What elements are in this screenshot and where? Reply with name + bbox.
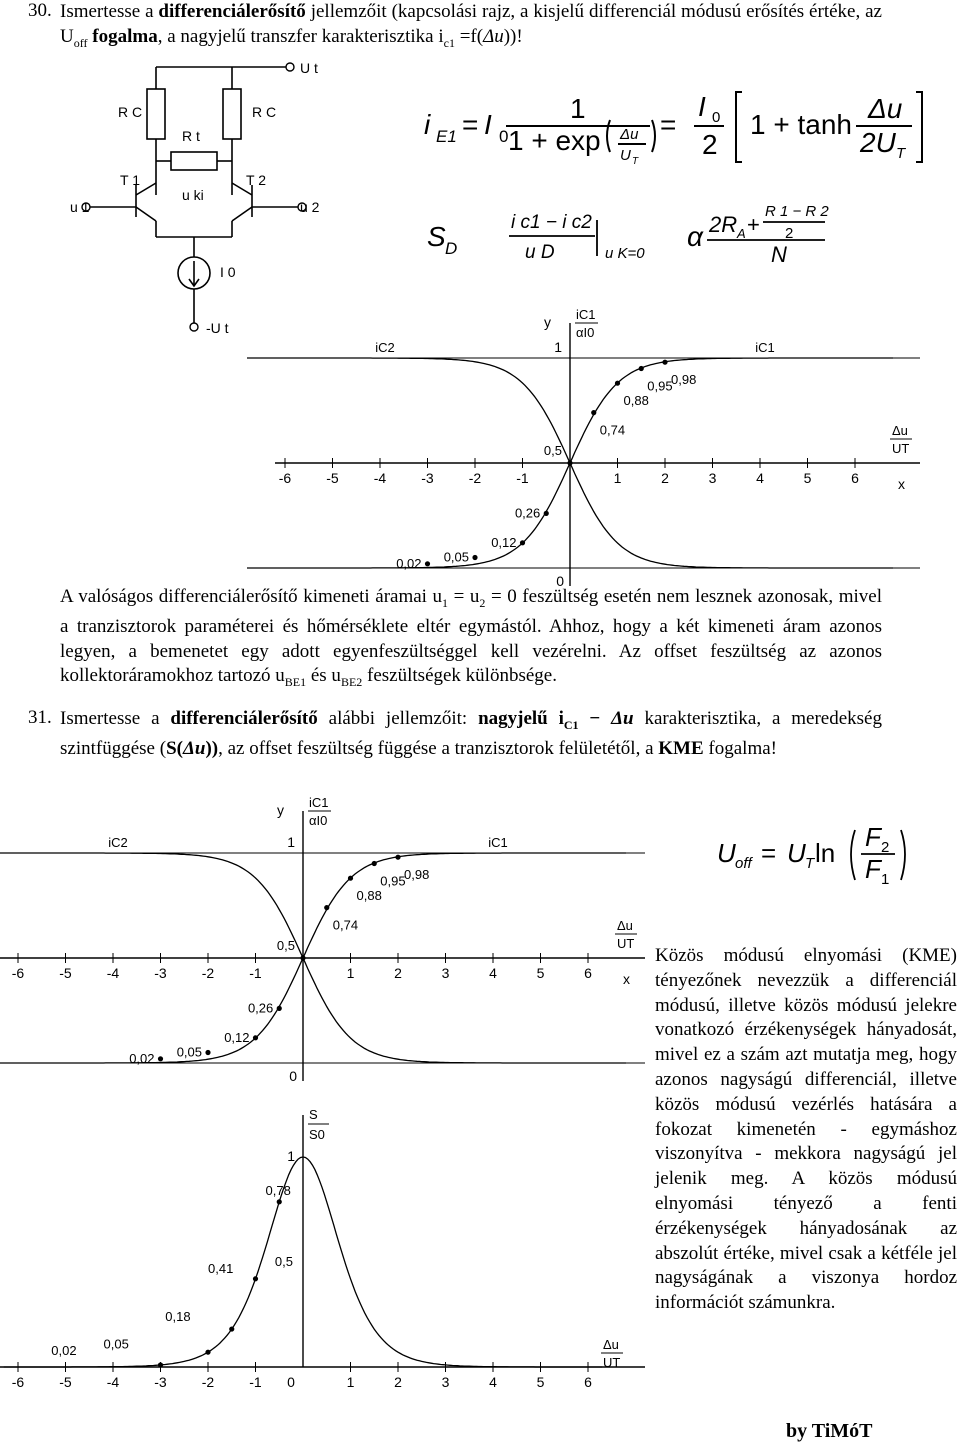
du-frac-num: Δu <box>892 423 908 438</box>
data-label: 0,12 <box>491 534 517 550</box>
data-label: 0,05 <box>443 549 469 565</box>
x-tick-label: 5 <box>536 1374 545 1390</box>
x-tick-label: -1 <box>249 965 262 981</box>
x-tick-label: 3 <box>708 470 717 486</box>
uoff-sub: off <box>735 855 752 872</box>
data-label: 0,95 <box>380 873 406 889</box>
x-tick-label: -3 <box>154 1374 167 1390</box>
data-point <box>158 1056 163 1061</box>
data-point <box>277 1006 282 1011</box>
data-point <box>591 410 596 415</box>
x-tick-label: 5 <box>803 470 812 486</box>
sd-symbol: S <box>427 221 446 252</box>
y-frac-num: iC1 <box>309 795 329 810</box>
du-frac-den: UT <box>892 441 910 456</box>
x-label: x <box>623 971 630 987</box>
sd-sub: D <box>445 239 458 258</box>
eq-1: = <box>462 109 479 140</box>
x-tick-label: 4 <box>489 965 497 981</box>
differential-amplifier-circuit <box>70 55 330 345</box>
x-tick-label: -4 <box>106 965 120 981</box>
u2-label: u 2 <box>300 199 320 215</box>
mid-text-c: = 0 feszültség esetén nem lesznek azonosak, mivel a tranzisztorok paraméterei és hőmérséklete eltér egymástól. Ahhoz, hogy a két kimeneti áram azonos legyen, a bemenetet egy adott egyenfeszültséggel kell vezérelni. Az offset feszültség az azonos kollektoráramokhoz tartozó u <box>60 586 882 687</box>
ic1-series-label: iC1 <box>755 340 775 355</box>
x-tick-label: 4 <box>756 470 764 486</box>
data-label: 0,88 <box>623 393 649 409</box>
one-label: 1 <box>287 1148 295 1164</box>
data-point <box>300 955 305 960</box>
sd-condition: u K=0 <box>605 245 645 262</box>
zero-label: 0 <box>287 1374 295 1390</box>
uki-label: u ki <box>182 187 204 203</box>
tanh-text: 1 + tanh <box>750 109 852 140</box>
ie1-symbol: i <box>424 109 431 140</box>
x-label: x <box>898 476 905 492</box>
x-tick-label: 2 <box>661 470 669 486</box>
data-point <box>662 360 667 365</box>
s-den: S0 <box>309 1127 325 1142</box>
uoff-symbol: U <box>717 838 736 868</box>
q30-sub-c1: c1 <box>443 35 455 50</box>
q30-fogalma: fogalma <box>87 25 158 47</box>
x-tick-label: 6 <box>851 470 859 486</box>
q30-text-a: Ismertesse a <box>60 1 159 22</box>
x-tick-label: -6 <box>278 470 292 486</box>
question-30-text <box>60 0 882 55</box>
du-num: Δu <box>868 93 903 124</box>
slope-chart <box>0 1105 645 1405</box>
i0-sub: 0 <box>499 127 509 146</box>
ln-text: ln <box>815 838 836 868</box>
q31-du2: Δu <box>182 738 206 760</box>
mid-sub-1: 1 <box>442 595 449 610</box>
one-label: 1 <box>287 834 295 850</box>
q31-b: alábbi jellemzőit: <box>317 708 479 729</box>
r1-r2: R 1 − R 2 <box>765 203 829 220</box>
uoff-ut: U <box>787 838 806 868</box>
x-tick-label: -6 <box>11 965 25 981</box>
eq-2: = <box>660 109 677 140</box>
data-point <box>567 460 572 465</box>
kme-definition: Közös módusú elnyomási (KME) tényezőnek nevezzük a differenciál módusú, illetve közös módusú jelekre vonatkozó érzékenységek hányadosát, mivel ez a szám azt mutatja meg, hogy azonos nagyságú differenciál, illetve közös módusú vezérlés hatására a fokozat kimenetén - egymáshoz viszonyítva - mekkora nagyságú jel jelenik meg. A közös módusú elnyomási tényező a fenti érzékenységek hányadosának az abszolút értéke, mivel csak a kétféle jel nagyságának a viszonya hordoz információt számunkra. <box>655 945 957 1314</box>
y-label: y <box>544 314 551 330</box>
two-ut: 2U <box>860 127 896 158</box>
ut-label: U t <box>300 60 318 76</box>
formula-uoff <box>715 822 930 888</box>
mid-sub-2: 2 <box>479 595 486 610</box>
y-label: y <box>277 802 284 818</box>
du-num: Δu <box>603 1337 619 1352</box>
data-label: 0,41 <box>208 1260 234 1276</box>
ie1-sub: E1 <box>436 127 457 146</box>
rt-label: R t <box>182 128 200 144</box>
data-label: 0,12 <box>224 1029 250 1045</box>
x-tick-label: -6 <box>11 1374 25 1390</box>
mid-text-e: feszültségek különbsége. <box>362 665 557 687</box>
ic1-series-label: iC1 <box>488 835 508 850</box>
data-label: 0,5 <box>274 1254 293 1269</box>
ut-small-sub: T <box>632 156 639 167</box>
offset-explanation-paragraph <box>60 585 882 695</box>
q31-du: Δu <box>611 708 634 729</box>
data-point <box>229 1326 234 1331</box>
data-point <box>395 855 400 860</box>
x-tick-label: 4 <box>489 1374 497 1390</box>
data-point <box>277 1199 282 1204</box>
data-point <box>425 561 430 566</box>
x-tick-label: 3 <box>441 965 450 981</box>
y-frac-den: αI0 <box>576 325 595 340</box>
data-label: 0,26 <box>514 505 541 521</box>
plus-sign: + <box>747 212 760 237</box>
t2-label: T 2 <box>246 172 266 188</box>
q31-a: Ismertesse a <box>60 708 171 729</box>
data-label: 0,98 <box>404 867 430 883</box>
i0-num-sub: 0 <box>712 109 721 126</box>
data-label: 0,74 <box>332 917 359 933</box>
half-den: 2 <box>702 129 718 160</box>
exp-denominator: 1 + exp <box>508 125 601 156</box>
du-frac-num: Δu <box>617 918 633 933</box>
x-tick-label: -5 <box>59 965 72 981</box>
data-point <box>324 905 329 910</box>
sd-denominator: u D <box>525 242 555 263</box>
data-point <box>639 366 644 371</box>
q31-minus: − <box>578 708 612 729</box>
ut-neg-label: -U t <box>206 320 229 336</box>
transfer-characteristic-chart-1 <box>275 305 920 589</box>
data-point <box>253 1276 258 1281</box>
f2-sub: 2 <box>881 839 890 856</box>
ra-sub: A <box>737 226 746 241</box>
q31-large-signal: nagyjelű i <box>478 708 564 729</box>
i0-num: I <box>698 91 706 122</box>
two-den: 2 <box>785 225 794 242</box>
x-tick-label: 1 <box>613 470 622 486</box>
data-point <box>544 511 549 516</box>
x-tick-label: -4 <box>373 470 387 486</box>
n-symbol: N <box>771 242 787 267</box>
ic2-series-label: iC2 <box>375 340 395 355</box>
question-31-text <box>60 707 882 762</box>
data-point <box>158 1362 163 1367</box>
i0-symbol: I <box>484 109 492 140</box>
two-ra: 2R <box>709 212 738 237</box>
ic2-series-label: iC2 <box>108 835 128 850</box>
x-tick-label: -2 <box>201 1374 215 1390</box>
x-tick-label: 2 <box>394 1374 402 1390</box>
data-label: 0,26 <box>247 1000 274 1016</box>
data-point <box>615 381 620 386</box>
x-tick-label: -1 <box>249 1374 262 1390</box>
mid-text-a: A valóságos differenciálerősítő kimeneti áramai u <box>60 586 443 607</box>
mid-text-d: és u <box>306 665 341 687</box>
one-label: 1 <box>554 339 562 355</box>
du-den: UT <box>603 1355 621 1370</box>
q30-text-b: jellemzőit (kapcsolási rajz, a kisjelű differenciál módusú erősítés értéke, az U <box>60 1 882 47</box>
q31-kme: KME <box>658 738 704 760</box>
q30-sub-off: off <box>73 35 88 50</box>
rc-right-label: R C <box>252 104 277 120</box>
data-label: 0,88 <box>356 888 382 904</box>
one-numerator: 1 <box>570 93 586 124</box>
x-tick-label: 1 <box>346 965 355 981</box>
data-label: 0,5 <box>543 443 562 458</box>
question-30-number: 30. <box>28 0 52 21</box>
alpha-symbol: α <box>687 221 703 252</box>
x-tick-label: 1 <box>346 1374 355 1390</box>
formula-ie1 <box>420 88 930 168</box>
y-frac-den: αI0 <box>309 813 328 828</box>
data-point <box>253 1035 258 1040</box>
q30-text-c: , a nagyjelű transzfer karakterisztika i <box>157 25 444 47</box>
two-ut-sub: T <box>896 145 906 162</box>
f1-symbol: F <box>865 854 881 884</box>
question-31-number: 31. <box>28 707 52 728</box>
data-point <box>520 540 525 545</box>
data-label: 0,95 <box>647 378 673 394</box>
x-tick-label: -4 <box>106 1374 120 1390</box>
data-point <box>472 555 477 560</box>
x-tick-label: 6 <box>584 1374 592 1390</box>
x-tick-label: -5 <box>326 470 339 486</box>
q31-d: , az offset feszültség függése a tranzisztorok felületétől, a <box>218 738 659 760</box>
u1-label: u 1 <box>70 199 90 215</box>
x-tick-label: -2 <box>201 965 215 981</box>
q31-close: )) <box>205 738 219 760</box>
i0-label: I 0 <box>220 264 236 280</box>
ut-small: U <box>620 147 631 164</box>
transfer-characteristic-chart-2 <box>0 793 645 1084</box>
rc-left-label: R C <box>118 104 143 120</box>
formula-sd <box>425 200 845 266</box>
data-label: 0,98 <box>671 372 697 388</box>
x-tick-label: 6 <box>584 965 592 981</box>
y-frac-num: iC1 <box>576 307 596 322</box>
x-tick-label: -5 <box>59 1374 72 1390</box>
t1-label: T 1 <box>120 172 140 188</box>
data-label: 0,02 <box>51 1342 77 1358</box>
f1-sub: 1 <box>881 871 890 888</box>
x-tick-label: -1 <box>516 470 529 486</box>
x-tick-label: 3 <box>441 1374 450 1390</box>
q30-text-d: =f( <box>454 25 484 47</box>
data-label: 0,18 <box>165 1309 191 1325</box>
du-frac-den: UT <box>617 936 635 951</box>
data-point <box>348 876 353 881</box>
zero-label: 0 <box>556 573 564 589</box>
uoff-eq: = <box>761 838 777 868</box>
s-num: S <box>309 1107 318 1122</box>
q31-term: differenciálerősítő <box>170 708 318 729</box>
q31-s: S( <box>166 738 183 760</box>
mid-sub-be2: BE2 <box>340 675 363 690</box>
f2-symbol: F <box>865 822 881 852</box>
data-label: 0,02 <box>129 1050 155 1066</box>
data-point <box>372 861 377 866</box>
q31-c: karakterisztika, a meredekség szintfüggése ( <box>60 708 882 760</box>
data-label: 0,02 <box>396 555 422 571</box>
q30-term: differenciálerősítő <box>158 1 306 22</box>
mid-sub-be1: BE1 <box>284 675 307 690</box>
zero-label: 0 <box>289 1068 297 1084</box>
x-tick-label: 2 <box>394 965 402 981</box>
x-tick-label: -2 <box>468 470 482 486</box>
data-label: 0,05 <box>176 1044 202 1060</box>
data-point <box>205 1350 210 1355</box>
q31-sub-c1: C1 <box>563 717 579 732</box>
uoff-ut-sub: T <box>805 855 815 872</box>
data-label: 0,5 <box>276 938 295 953</box>
x-tick-label: -3 <box>421 470 434 486</box>
x-tick-label: -3 <box>154 965 167 981</box>
q31-e: fogalma! <box>703 738 777 760</box>
signature: by TiMóT <box>786 1420 873 1442</box>
x-tick-label: 5 <box>536 965 545 981</box>
q30-du: Δu <box>483 25 504 47</box>
q30-text-e: ))! <box>503 25 523 47</box>
data-label: 0,74 <box>599 422 626 438</box>
data-point <box>205 1050 210 1055</box>
data-label: 0,05 <box>103 1336 129 1352</box>
du-small: Δu <box>620 126 639 143</box>
sd-numerator: i c1 − i c2 <box>511 212 592 233</box>
data-label: 0,78 <box>265 1183 291 1199</box>
mid-text-b: = u <box>448 586 480 607</box>
